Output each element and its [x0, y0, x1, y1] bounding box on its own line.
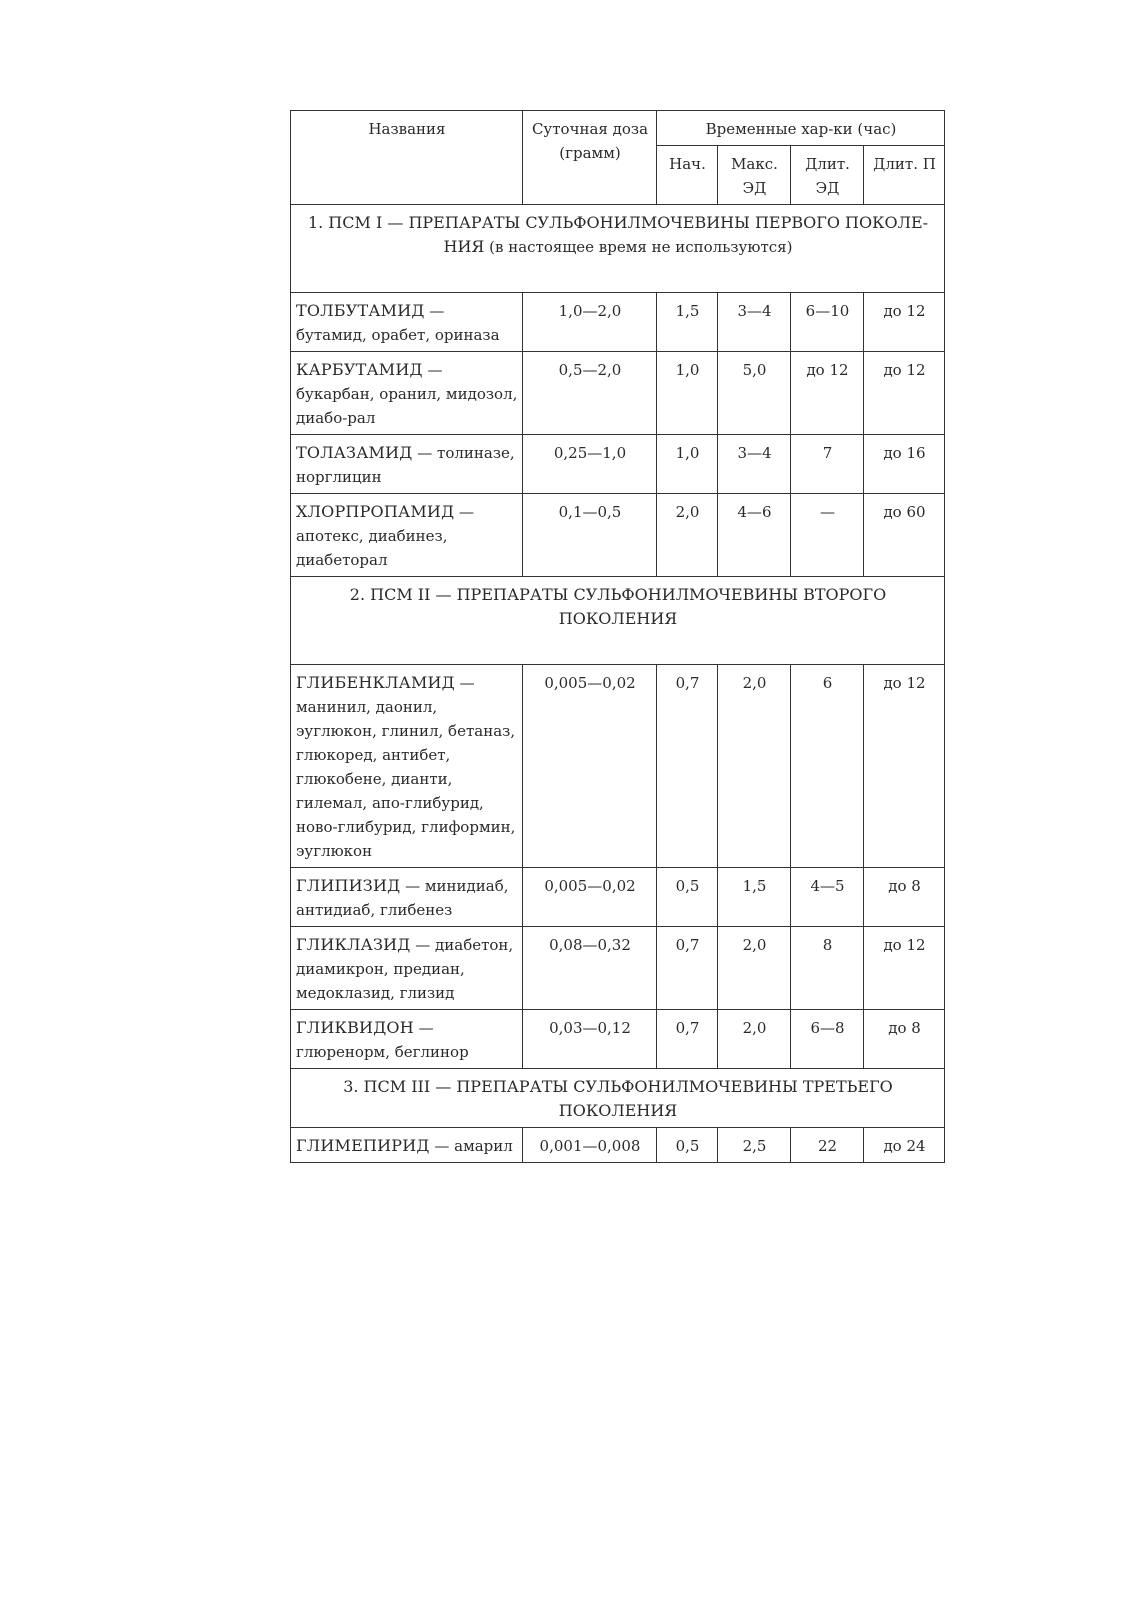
- section-heading: 3. ПСМ III — ПРЕПАРАТЫ СУЛЬФОНИЛМОЧЕВИНЫ ТРЕТЬЕГО ПОКОЛЕНИЯ: [343, 1077, 893, 1120]
- duration-total-cell: до 16: [864, 435, 945, 494]
- table-body: [291, 205, 945, 1163]
- drug-cell: [291, 352, 523, 435]
- drug-name: ГЛИБЕНКЛАМИД: [296, 673, 455, 692]
- header-start: Нач.: [657, 146, 718, 205]
- duration-total-cell: до 12: [864, 927, 945, 1010]
- drug-synonyms: — амарил: [429, 1137, 513, 1155]
- table-row: [291, 293, 945, 352]
- duration-effect-cell: 6—10: [791, 293, 864, 352]
- drug-cell: [291, 1128, 523, 1163]
- drug-cell: [291, 293, 523, 352]
- drug-cell: [291, 868, 523, 927]
- start-cell: 2,0: [657, 494, 718, 577]
- table-row: [291, 494, 945, 577]
- duration-total-cell: до 12: [864, 352, 945, 435]
- duration-total-cell: до 8: [864, 868, 945, 927]
- section-row: [291, 1069, 945, 1128]
- start-cell: 0,7: [657, 665, 718, 868]
- start-cell: 0,7: [657, 1010, 718, 1069]
- duration-total-cell: до 12: [864, 293, 945, 352]
- table-row: [291, 352, 945, 435]
- drug-name: ГЛИКЛАЗИД: [296, 935, 411, 954]
- drug-cell: [291, 1010, 523, 1069]
- section-heading: 2. ПСМ II — ПРЕПАРАТЫ СУЛЬФОНИЛМОЧЕВИНЫ ВТОРОГО ПОКОЛЕНИЯ: [349, 585, 887, 628]
- header-dur-p: Длит. П: [864, 146, 945, 205]
- max-effect-cell: 3—4: [718, 293, 791, 352]
- section-row: [291, 205, 945, 293]
- start-cell: 0,7: [657, 927, 718, 1010]
- drug-synonyms: — манинил, даонил, эуглюкон, глинил, бетаназ, глюкоред, антибет, глюкобене, дианти, гилемал, апо-глибурид, ново-глибурид, глиформин, эуглюкон: [296, 674, 516, 860]
- sulfonylurea-table: [290, 110, 945, 1163]
- drug-synonyms: — толиназе, норглицин: [296, 444, 515, 486]
- duration-total-cell: до 8: [864, 1010, 945, 1069]
- max-effect-cell: 5,0: [718, 352, 791, 435]
- table-row: [291, 868, 945, 927]
- duration-effect-cell: до 12: [791, 352, 864, 435]
- drug-synonyms: — глюренорм, беглинор: [296, 1019, 469, 1061]
- max-effect-cell: 4—6: [718, 494, 791, 577]
- max-effect-cell: 2,0: [718, 665, 791, 868]
- drug-name: ГЛИМЕПИРИД: [296, 1136, 430, 1155]
- drug-synonyms: — букарбан, оранил, мидозол, диабо-рал: [296, 361, 518, 427]
- duration-total-cell: до 24: [864, 1128, 945, 1163]
- duration-effect-cell: 4—5: [791, 868, 864, 927]
- duration-effect-cell: —: [791, 494, 864, 577]
- duration-effect-cell: 7: [791, 435, 864, 494]
- dose-cell: 0,03—0,12: [523, 1010, 657, 1069]
- table-row: [291, 927, 945, 1010]
- dose-cell: 0,25—1,0: [523, 435, 657, 494]
- drug-cell: [291, 927, 523, 1010]
- max-effect-cell: 2,5: [718, 1128, 791, 1163]
- dose-cell: 0,1—0,5: [523, 494, 657, 577]
- dose-cell: 0,08—0,32: [523, 927, 657, 1010]
- dose-cell: 0,5—2,0: [523, 352, 657, 435]
- drug-name: ТОЛАЗАМИД: [296, 443, 413, 462]
- drug-cell: [291, 435, 523, 494]
- drug-name: ГЛИПИЗИД: [296, 876, 401, 895]
- dose-cell: 1,0—2,0: [523, 293, 657, 352]
- max-effect-cell: 1,5: [718, 868, 791, 927]
- drug-name: ХЛОРПРОПАМИД: [296, 502, 455, 521]
- header-row-top: [291, 111, 945, 146]
- document-page: [290, 110, 944, 1163]
- table-row: [291, 1010, 945, 1069]
- drug-name: ТОЛБУТАМИД: [296, 301, 425, 320]
- drug-synonyms: — апотекс, диабинез, диабеторал: [296, 503, 475, 569]
- section-title: [291, 205, 945, 293]
- header-dur-ed: Длит. ЭД: [791, 146, 864, 205]
- header-max: Макс. ЭД: [718, 146, 791, 205]
- header-dose: Суточная доза (грамм): [523, 111, 657, 205]
- section-row: [291, 577, 945, 665]
- max-effect-cell: 2,0: [718, 927, 791, 1010]
- table-row: [291, 665, 945, 868]
- max-effect-cell: 2,0: [718, 1010, 791, 1069]
- start-cell: 0,5: [657, 868, 718, 927]
- duration-effect-cell: 22: [791, 1128, 864, 1163]
- dose-cell: 0,005—0,02: [523, 868, 657, 927]
- duration-effect-cell: 6—8: [791, 1010, 864, 1069]
- drug-synonyms: — диабетон, диамикрон, предиан, медоклазид, глизид: [296, 936, 514, 1002]
- section-title: [291, 1069, 945, 1128]
- table-row: [291, 1128, 945, 1163]
- header-name: Названия: [291, 111, 523, 205]
- duration-effect-cell: 6: [791, 665, 864, 868]
- section-heading: 1. ПСМ I — ПРЕПАРАТЫ СУЛЬФОНИЛМОЧЕВИНЫ ПЕРВОГО ПОКОЛЕ-НИЯ: [307, 213, 929, 256]
- drug-synonyms: — минидиаб, антидиаб, глибенез: [296, 877, 509, 919]
- start-cell: 1,0: [657, 435, 718, 494]
- drug-name: ГЛИКВИДОН: [296, 1018, 414, 1037]
- duration-total-cell: до 60: [864, 494, 945, 577]
- duration-effect-cell: 8: [791, 927, 864, 1010]
- dose-cell: 0,005—0,02: [523, 665, 657, 868]
- dose-cell: 0,001—0,008: [523, 1128, 657, 1163]
- max-effect-cell: 3—4: [718, 435, 791, 494]
- start-cell: 0,5: [657, 1128, 718, 1163]
- header-time-group: Временные хар-ки (час): [657, 111, 945, 146]
- start-cell: 1,0: [657, 352, 718, 435]
- section-title: [291, 577, 945, 665]
- drug-synonyms: — бутамид, орабет, ориназа: [296, 302, 500, 344]
- start-cell: 1,5: [657, 293, 718, 352]
- drug-cell: [291, 494, 523, 577]
- table-row: [291, 435, 945, 494]
- section-note: (в настоящее время не используются): [489, 238, 793, 256]
- drug-cell: [291, 665, 523, 868]
- drug-name: КАРБУТАМИД: [296, 360, 423, 379]
- duration-total-cell: до 12: [864, 665, 945, 868]
